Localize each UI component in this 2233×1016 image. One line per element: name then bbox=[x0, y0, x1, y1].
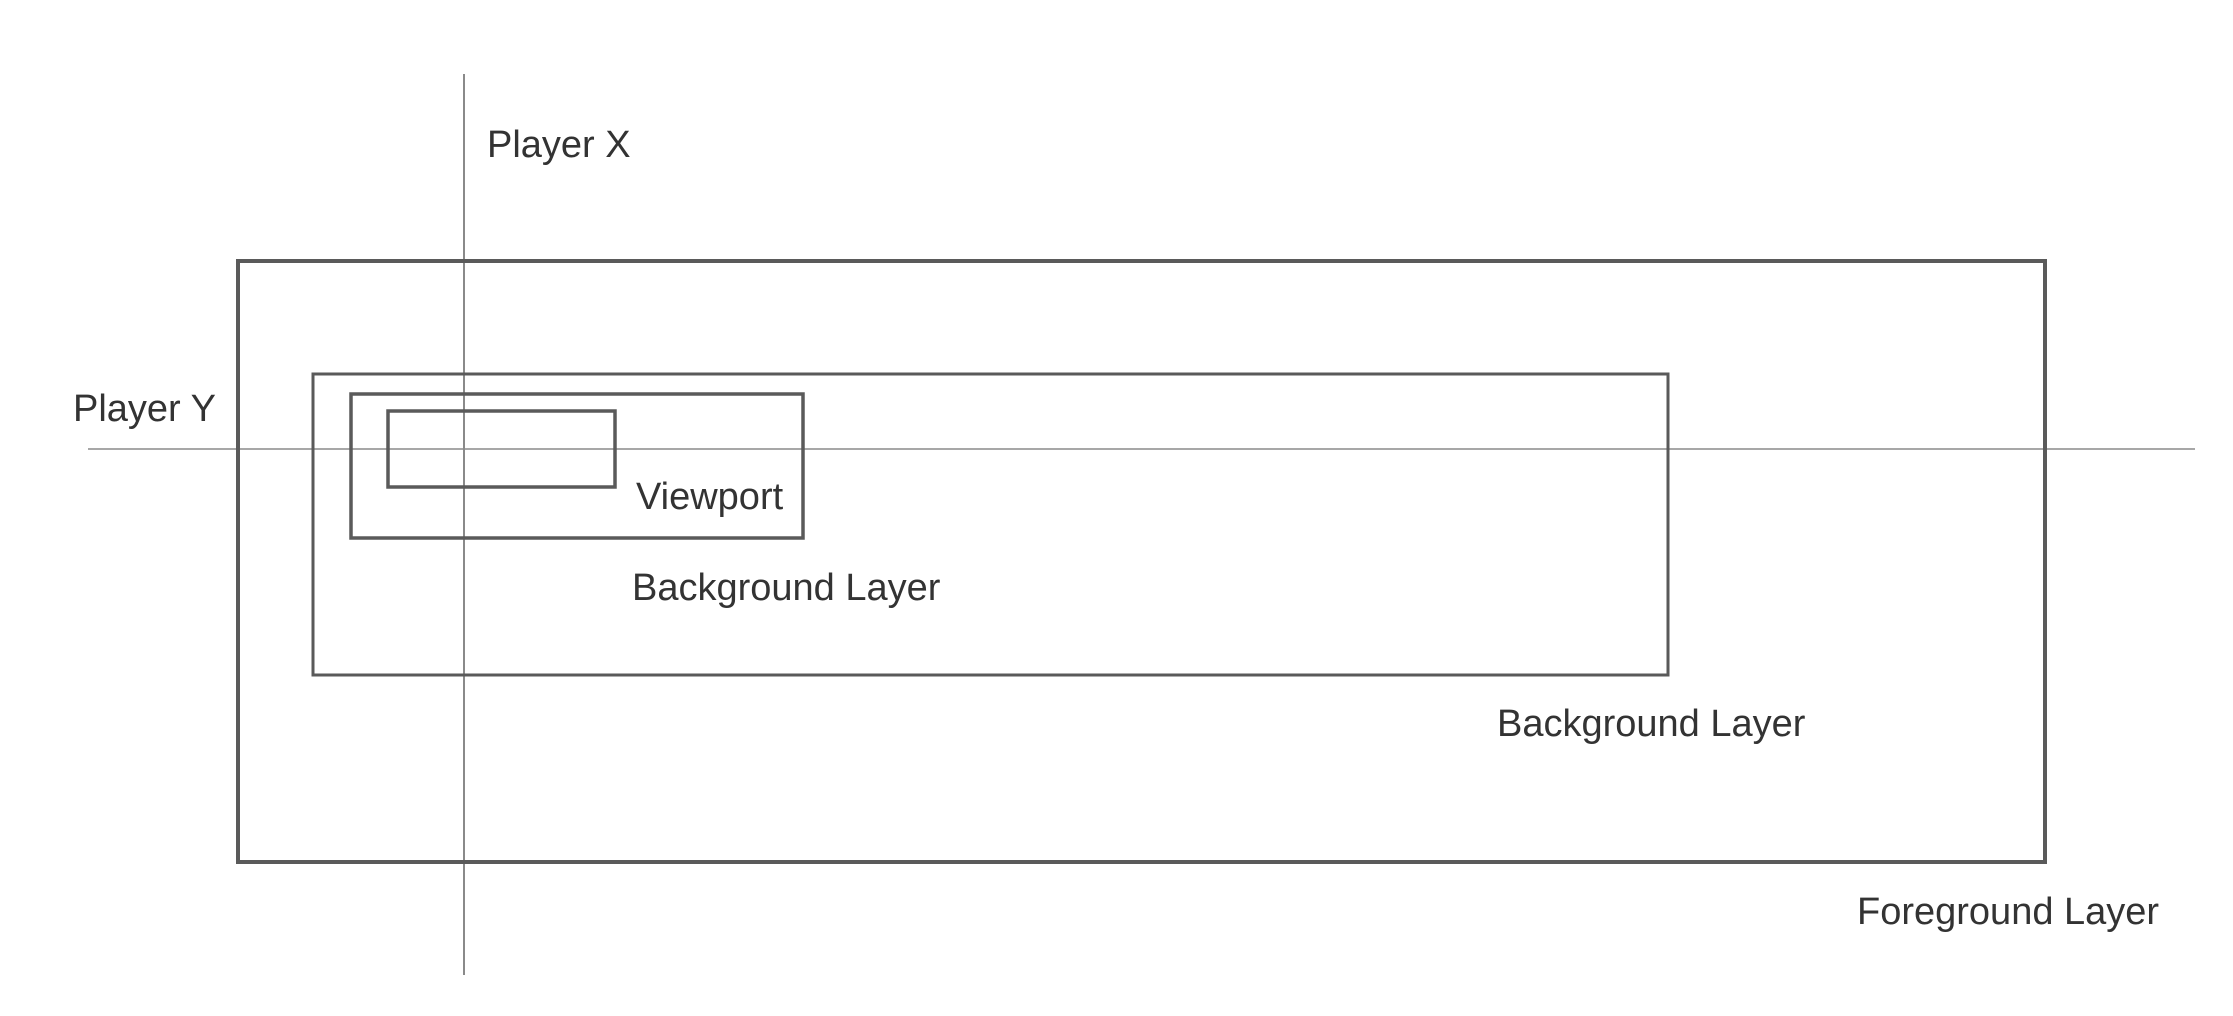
foreground-layer-label: Foreground Layer bbox=[1857, 891, 2160, 933]
background-layer-inner-label: Background Layer bbox=[632, 567, 941, 609]
background-layer-outer-label: Background Layer bbox=[1497, 703, 1806, 745]
viewport-label: Viewport bbox=[636, 476, 784, 518]
foreground-layer-rect bbox=[238, 261, 2045, 862]
player-y-label: Player Y bbox=[73, 388, 216, 430]
background-layer-outer-rect bbox=[313, 374, 1668, 675]
player-x-label: Player X bbox=[487, 124, 631, 166]
